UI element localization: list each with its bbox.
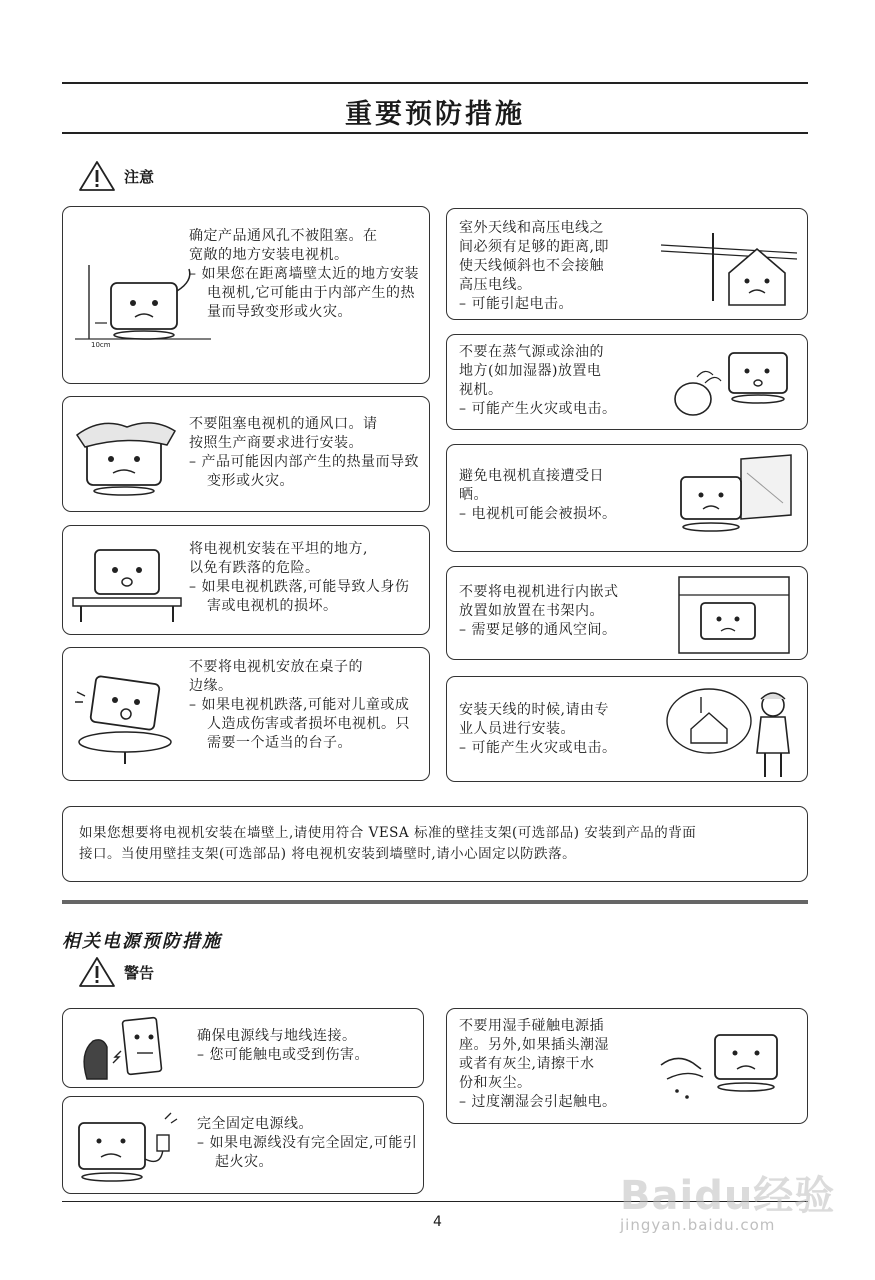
tv-covered-cloth-icon — [71, 411, 181, 501]
house-power-line-icon — [659, 223, 799, 309]
tv-sunlight-icon — [667, 453, 801, 543]
item-subtext: – 电视机可能会被损坏。 — [459, 506, 617, 522]
caution-heading — [78, 160, 154, 192]
item-text-line: 按照生产商要求进行安装。 — [189, 435, 363, 451]
power-item-ground — [62, 1008, 424, 1088]
item-text-line: 或者有灰尘,请擦干水 — [459, 1056, 595, 1072]
vesa-note-line: 如果您想要将电视机安装在墙壁上,请使用符合 VESA 标准的壁挂支架(可选部品) 安装到产品的背面 — [79, 825, 697, 841]
tv-bookshelf-icon — [675, 573, 795, 657]
svg-text:10cm: 10cm — [91, 341, 111, 349]
warning-label: 警告 — [124, 963, 155, 982]
item-subtext: – 产品可能因内部产生的热量而导致变形或火灾。 — [189, 454, 419, 489]
item-text-line: 不要在蒸气源或涂油的 — [459, 344, 604, 360]
caution-item-vents-blocked — [62, 396, 430, 512]
caution-item-flat-surface — [62, 525, 430, 635]
tv-humidifier-icon — [669, 343, 799, 423]
page-number: 4 — [433, 1214, 442, 1230]
tv-on-table-icon — [69, 538, 185, 626]
watermark — [620, 1150, 840, 1250]
item-text-line: 使天线倾斜也不会接触 — [459, 258, 604, 274]
caution-item-antenna-power-line — [446, 208, 808, 320]
power-section-title: 相关电源预防措施 — [62, 931, 222, 952]
item-subtext: – 如果电视机跌落,可能对儿童或成人造成伤害或者损坏电视机。只需要一个适当的台子。 — [189, 697, 410, 751]
item-text-line: 安装天线的时候,请由专 — [459, 702, 609, 718]
caution-item-steam-oil — [446, 334, 808, 430]
item-subtext: – 如果电源线没有完全固定,可能引起火灾。 — [197, 1135, 418, 1170]
caution-item-sunlight — [446, 444, 808, 552]
item-subtext: – 过度潮湿会引起触电。 — [459, 1094, 617, 1110]
item-text-line: 间必须有足够的距离,即 — [459, 239, 609, 255]
technician-icon — [661, 683, 801, 779]
caution-item-antenna-install — [446, 676, 808, 782]
caution-item-ventilation — [62, 206, 430, 384]
item-text-line: 晒。 — [459, 487, 488, 503]
item-text-line: 地方(如加湿器)放置电 — [459, 363, 602, 379]
item-text-line: 宽敞的地方安装电视机。 — [189, 247, 349, 263]
item-text-line: 不要将电视机进行内嵌式 — [459, 584, 619, 600]
power-item-secure-cord — [62, 1096, 424, 1194]
item-text-line: 以免有跌落的危险。 — [189, 560, 320, 576]
item-text-line: 份和灰尘。 — [459, 1075, 532, 1091]
item-text-line: 完全固定电源线。 — [197, 1116, 313, 1132]
item-text-line: 确定产品通风孔不被阻塞。在 — [189, 228, 378, 244]
item-subtext: – 可能产生火灾或电击。 — [459, 401, 617, 417]
title-rule — [62, 132, 808, 134]
warning-triangle-icon — [78, 956, 116, 988]
vesa-note — [62, 806, 808, 882]
tv-falling-icon — [69, 666, 187, 766]
caution-item-table-edge — [62, 647, 430, 781]
warning-triangle-icon — [78, 160, 116, 192]
item-text-line: 座。另外,如果插头潮湿 — [459, 1037, 609, 1053]
item-text-line: 不要用湿手碰触电源插 — [459, 1018, 604, 1034]
item-text-line: 室外天线和高压电线之 — [459, 220, 604, 236]
watermark-brand: Baidu经验 — [620, 1173, 836, 1219]
item-text-line: 不要将电视机安放在桌子的 — [189, 659, 363, 675]
item-subtext: – 可能产生火灾或电击。 — [459, 740, 617, 756]
item-subtext: – 如果电视机跌落,可能导致人身伤害或电视机的损坏。 — [189, 579, 410, 614]
caution-label: 注意 — [124, 167, 155, 186]
item-subtext: – 可能引起电击。 — [459, 296, 573, 312]
item-text-line: 确保电源线与地线连接。 — [197, 1028, 357, 1044]
item-text-line: 将电视机安装在平坦的地方, — [189, 541, 368, 557]
item-text-line: 视机。 — [459, 382, 503, 398]
item-text-line: 避免电视机直接遭受日 — [459, 468, 604, 484]
item-subtext: – 如果您在距离墙壁太近的地方安装电视机,它可能由于内部产生的热量而导致变形或火灾。 — [189, 266, 419, 320]
item-subtext: – 需要足够的通风空间。 — [459, 622, 617, 638]
vesa-note-line: 接口。当使用壁挂支架(可选部品) 将电视机安装到墙壁时,请小心固定以防跌落。 — [79, 846, 577, 862]
item-text-line: 高压电线。 — [459, 277, 532, 293]
watermark-url: jingyan.baidu.com — [620, 1216, 776, 1234]
item-text-line: 边缘。 — [189, 678, 233, 694]
item-text-line: 不要阻塞电视机的通风口。请 — [189, 416, 378, 432]
tv-plug-icon — [71, 1107, 181, 1187]
caution-item-bookshelf — [446, 566, 808, 660]
item-subtext: – 您可能触电或受到伤害。 — [197, 1047, 369, 1063]
wet-hand-tv-icon — [657, 1025, 801, 1115]
section-divider — [62, 900, 808, 904]
power-item-wet-hands — [446, 1008, 808, 1124]
plug-ground-icon — [73, 1013, 169, 1087]
warning-heading — [78, 956, 154, 988]
page-title: 重要预防措施 — [345, 99, 525, 130]
item-text-line: 业人员进行安装。 — [459, 721, 575, 737]
top-rule — [62, 82, 808, 84]
item-text-line: 放置如放置在书架内。 — [459, 603, 604, 619]
